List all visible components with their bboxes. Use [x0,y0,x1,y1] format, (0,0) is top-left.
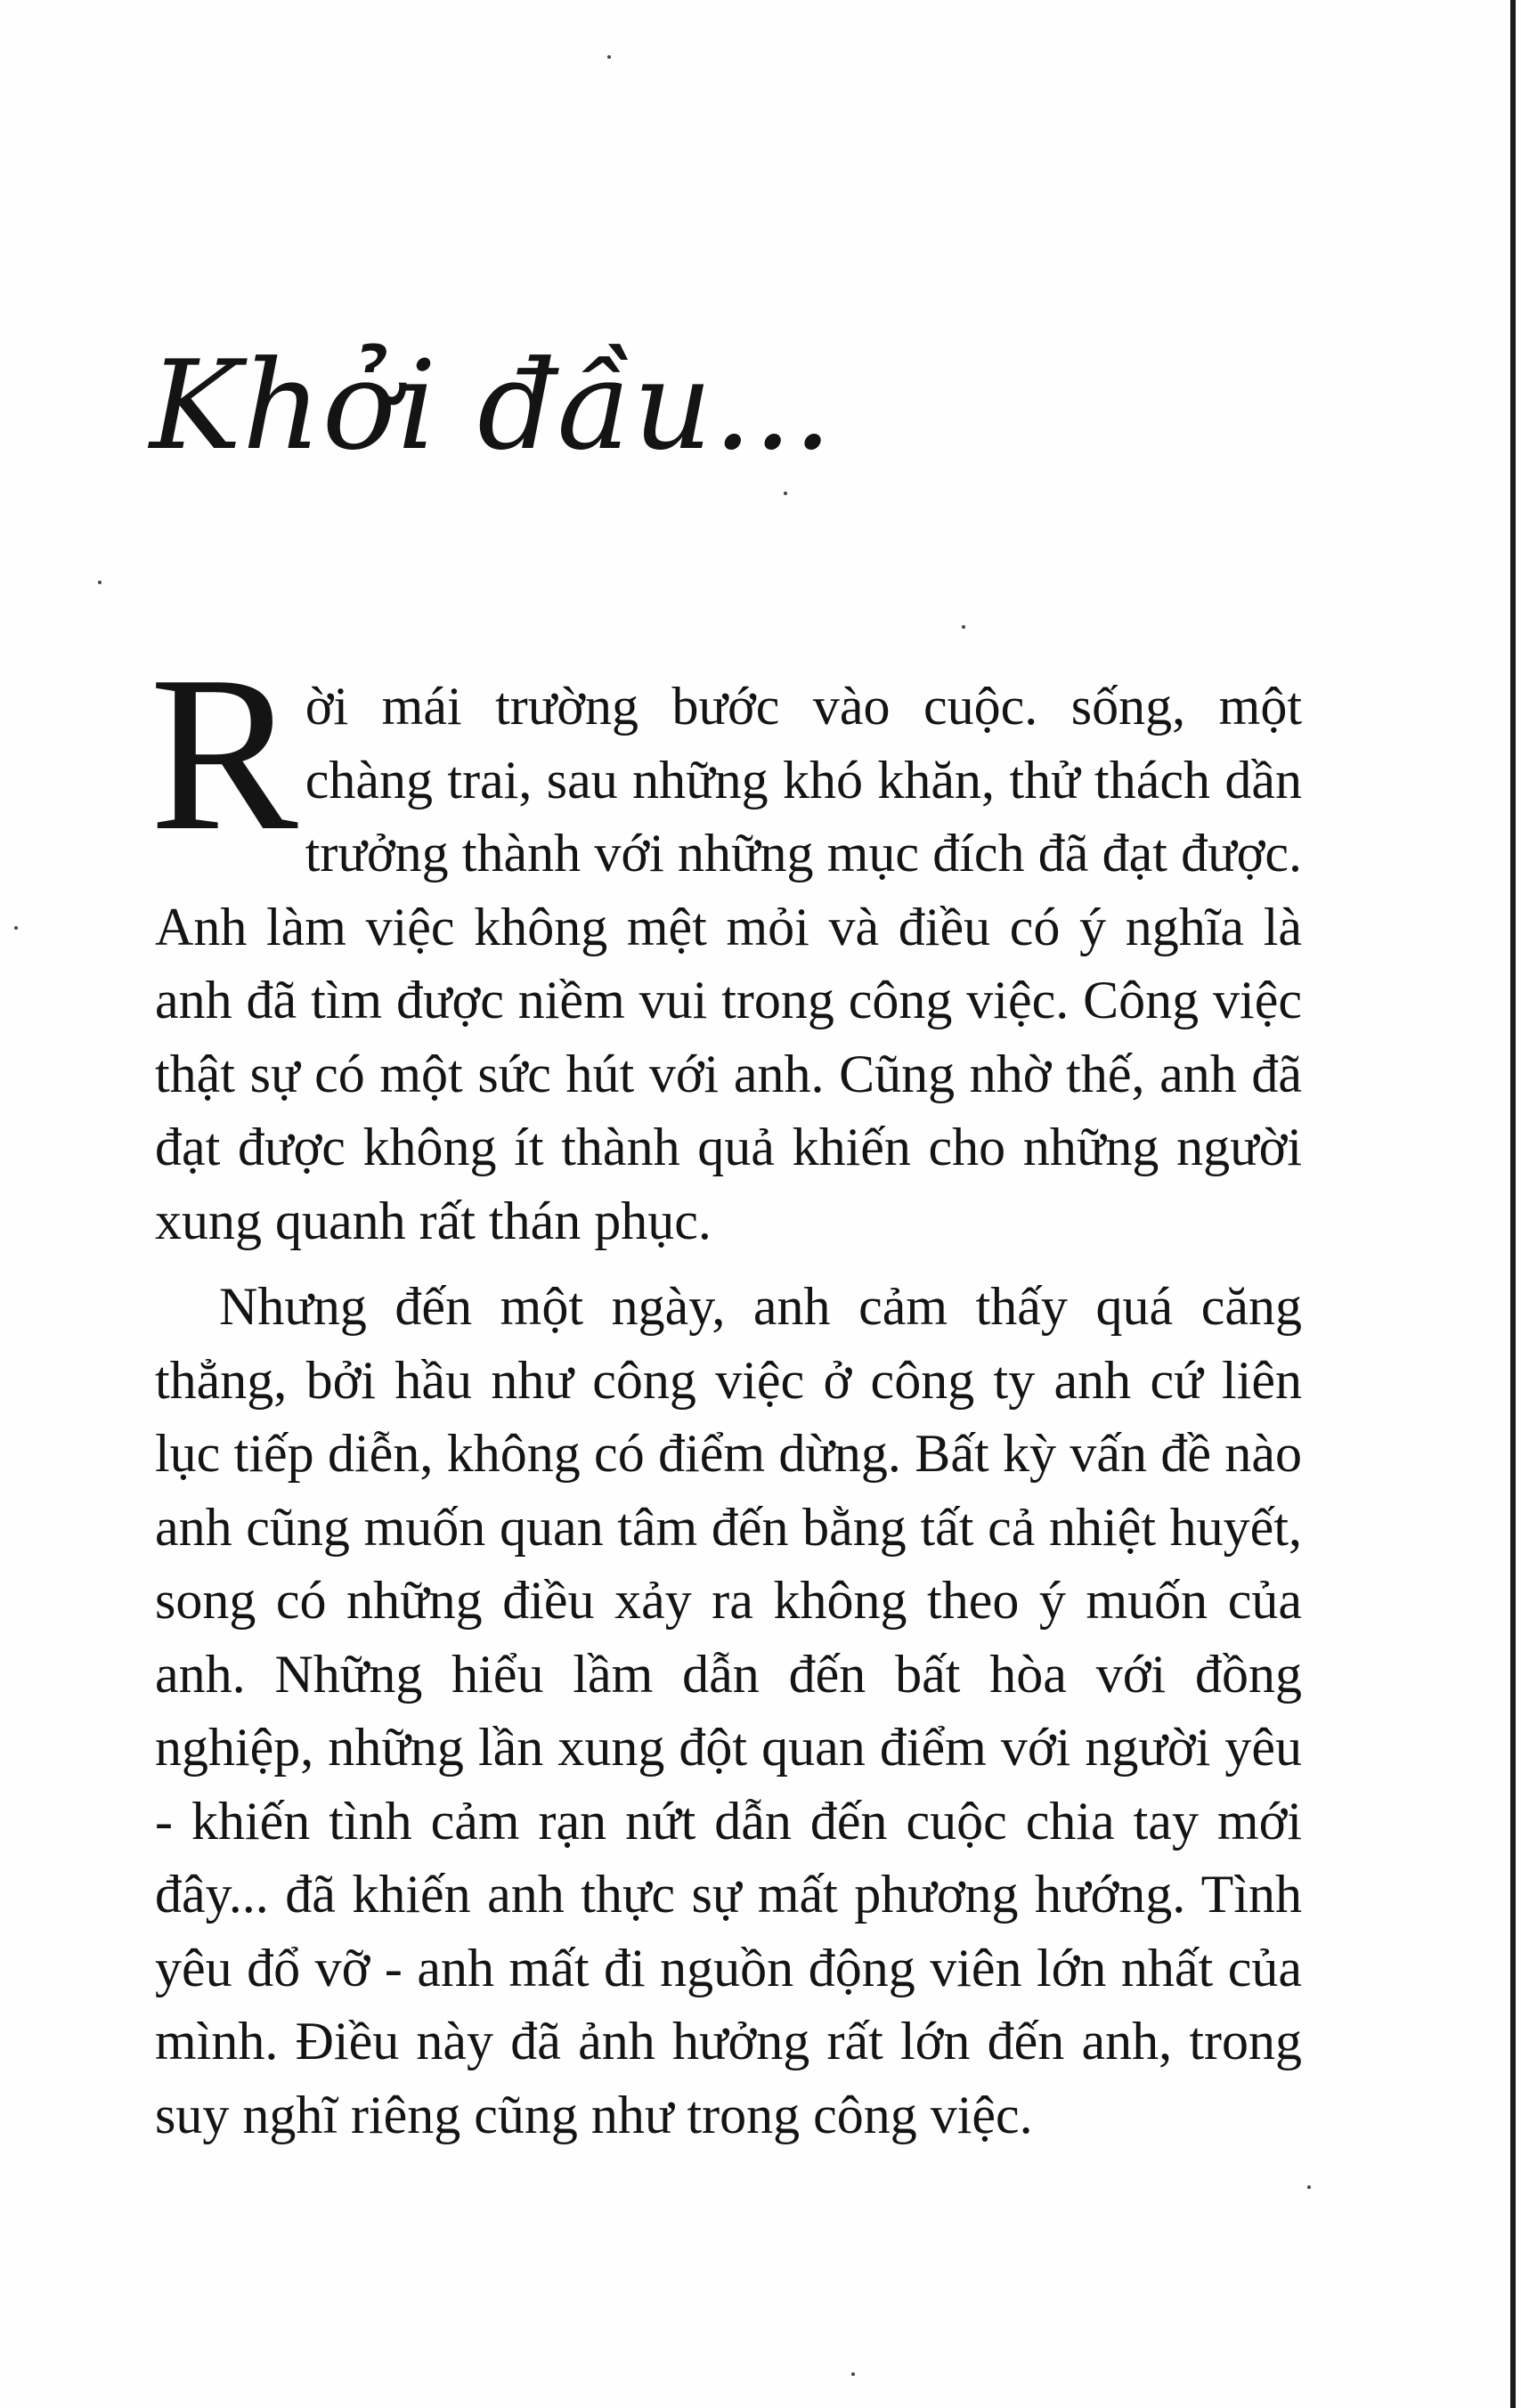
paragraph-1-text: ời mái trường bước vào cuộc. sống, một chàng trai, sau những khó khăn, thử thách dần trưởng thành với những mục đích đã đạt được. Anh làm việc không mệt mỏi và điều có ý nghĩa là anh đã tìm được niềm vui trong công việc. Công việc thật sự có một sức hút với anh. Cũng nhờ thế, anh đã đạt được không ít thành quả khiến cho những người xung quanh rất thán phục. [155,677,1302,1250]
print-speck [607,55,611,59]
paragraph-2: Nhưng đến một ngày, anh cảm thấy quá căng thẳng, bởi hầu như công việc ở công ty anh cứ liên lục tiếp diễn, không có điểm dừng. Bất kỳ vấn đề nào anh cũng muốn quan tâm đến bằng tất cả nhiệt huyết, song có những điều xảy ra không theo ý muốn của anh. Những hiểu lầm dẫn đến bất hòa với đồng nghiệp, những lần xung đột quan điểm với người yêu - khiến tình cảm rạn nứt dẫn đến cuộc chia tay mới đây... đã khiến anh thực sự mất phương hướng. Tình yêu đổ vỡ - anh mất đi nguồn động viên lớn nhất của mình. Điều này đã ảnh hưởng rất lớn đến anh, trong suy nghĩ riêng cũng như trong công việc. [155,1277,1302,2144]
print-speck [98,581,102,584]
print-speck [14,926,18,930]
chapter-body [150,630,1302,2152]
print-speck [1307,2185,1311,2189]
drop-cap: R [150,630,298,877]
chapter-title: Khởi đầu... [150,334,834,477]
paragraph-1 [150,630,1302,1257]
print-speck [851,2372,855,2376]
print-speck [784,492,787,495]
page-edge-shadow [1510,0,1516,2408]
print-speck [962,625,965,629]
